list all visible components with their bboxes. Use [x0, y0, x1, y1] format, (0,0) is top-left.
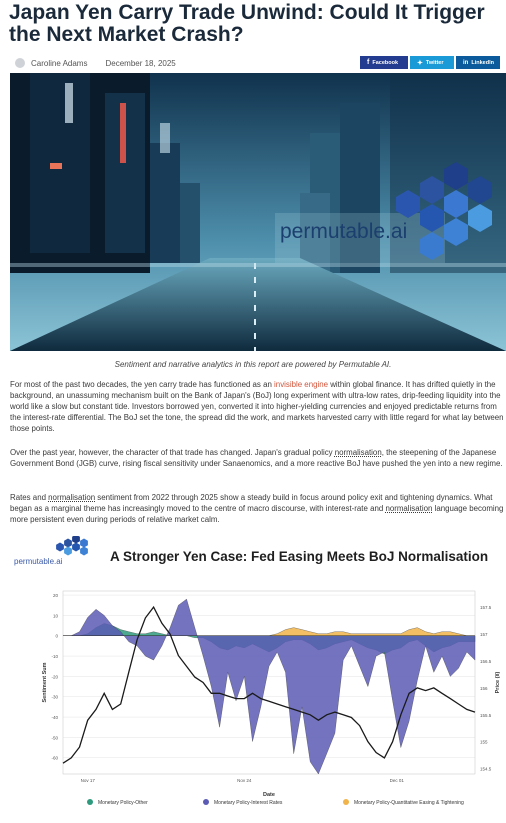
- x-tick-label: Nov 24: [237, 778, 252, 783]
- y-tick-label: 10: [52, 613, 58, 619]
- logo-hexagon-icon: [56, 543, 64, 552]
- linkedin-label: LinkedIn: [471, 59, 494, 66]
- paragraph-3: [10, 492, 506, 525]
- legend-label: Monetary Policy-Quantitative Easing & Tightening: [354, 800, 464, 806]
- share-buttons: [360, 56, 500, 69]
- logo-hexagon-icon: [80, 539, 88, 548]
- y2-tick-label: 156.5: [480, 658, 492, 664]
- hero-illustration: [10, 73, 506, 351]
- p2-text-a: Over the past year, however, the character of that trade has changed. Japan's gradual policy: [10, 448, 335, 457]
- facebook-icon: f: [367, 59, 370, 66]
- y2-tick-label: 156: [480, 685, 488, 691]
- publish-date: December 18, 2025: [105, 58, 176, 68]
- p1-text-a: For most of the past two decades, the yen carry trade has functioned as an: [10, 380, 275, 389]
- hero-caption: Sentiment and narrative analytics in this report are powered by Permutable AI.: [114, 360, 392, 369]
- logo-hexagon-icon: [64, 547, 72, 556]
- paragraph-1: [10, 379, 506, 434]
- y2-tick-label: 154.5: [480, 766, 492, 772]
- hero-brand-text: permutable.ai: [280, 220, 408, 243]
- invisible-engine-link[interactable]: invisible engine: [274, 380, 329, 389]
- p3-text-b: sentiment from 2022 through 2025 show a steady build in focus around policy exit and tightening dynamics. What began as a marginal theme has increasingly moved to the centre of macro discourse, with interest-rate and: [10, 493, 493, 513]
- logo-hexagon-icon: [80, 547, 88, 556]
- y-tick-label: -60: [51, 755, 58, 761]
- y2-tick-label: 157: [480, 632, 488, 638]
- chart-brand-text: permutable.ai: [14, 557, 63, 566]
- legend-label: Monetary Policy-Other: [98, 800, 148, 806]
- p2-text-b: , the steepening of the Japanese Government Bond (JGB) curve, rising fiscal sensitivity under Sanaenomics, and a more reactive BoJ have pushed the yen into a new regime.: [10, 448, 503, 468]
- legend-label: Monetary Policy-Interest Rates: [214, 800, 283, 806]
- sentiment-chart: [10, 536, 506, 818]
- linkedin-icon: in: [463, 59, 469, 66]
- y2-tick-label: 155: [480, 739, 488, 745]
- y2-axis-label: Price (¥): [495, 671, 501, 694]
- y2-tick-label: 157.5: [480, 605, 492, 611]
- legend-marker: [87, 799, 93, 805]
- chart-title: A Stronger Yen Case: Fed Easing Meets BoJ Normalisation: [110, 549, 489, 564]
- logo-hexagon-icon: [72, 543, 80, 552]
- p2-term[interactable]: normalisation: [334, 448, 382, 457]
- share-linkedin-button[interactable]: [456, 56, 500, 69]
- p3-term-2[interactable]: normalisation: [385, 504, 433, 513]
- chart-figure: [10, 536, 506, 818]
- legend-marker: [343, 799, 349, 805]
- p3-text-c: language becoming more persistent even during periods of relative market calm.: [10, 504, 504, 524]
- x-axis-label: Date: [263, 792, 275, 798]
- y-tick-label: 20: [52, 593, 58, 599]
- twitter-icon: ✦: [417, 59, 423, 67]
- legend-marker: [203, 799, 209, 805]
- hero-image: [10, 73, 506, 351]
- y-tick-label: -40: [51, 715, 58, 721]
- x-tick-label: Dec 01: [389, 778, 404, 783]
- y-axis-label: Sentiment Sum: [42, 662, 48, 703]
- y-tick-label: -50: [51, 735, 58, 741]
- p3-term-1[interactable]: normalisation: [48, 493, 96, 502]
- p1-text-b: within global finance. It has drifted quietly in the background, an unassuming mechanism built on the Bank of Japan's (BoJ) long experiment with ultra-low rates, drip-feeding liquidity into the world like a slow but constant tide. Investors borrowed yen, converted it into higher-yielding currencies and enjoyed predictable returns from the interest-rate differential. The BoJ set the tone, the spread did the work, and markets harvested carry with little regard for what lay between those points.: [10, 380, 504, 433]
- author-name[interactable]: Caroline Adams: [31, 58, 88, 68]
- logo-hexagon-icon: [64, 539, 72, 548]
- logo-hexagon-icon: [72, 536, 80, 544]
- twitter-label: Twitter: [425, 59, 444, 66]
- facebook-label: Facebook: [372, 59, 399, 66]
- y2-tick-label: 155.5: [480, 712, 492, 718]
- p3-text-a: Rates and: [10, 493, 49, 502]
- y-tick-label: 0: [55, 633, 58, 639]
- x-tick-label: Nov 17: [80, 778, 95, 783]
- y-tick-label: -30: [51, 694, 58, 700]
- share-twitter-button[interactable]: [410, 56, 454, 69]
- y-tick-label: -20: [51, 674, 58, 680]
- y-tick-label: -10: [51, 654, 58, 660]
- article-title: Japan Yen Carry Trade Unwind: Could It Trigger the Next Market Crash?: [9, 1, 485, 46]
- author-avatar: [15, 58, 25, 68]
- paragraph-2: [10, 447, 506, 469]
- article-meta: [15, 58, 176, 68]
- share-facebook-button[interactable]: [360, 56, 408, 69]
